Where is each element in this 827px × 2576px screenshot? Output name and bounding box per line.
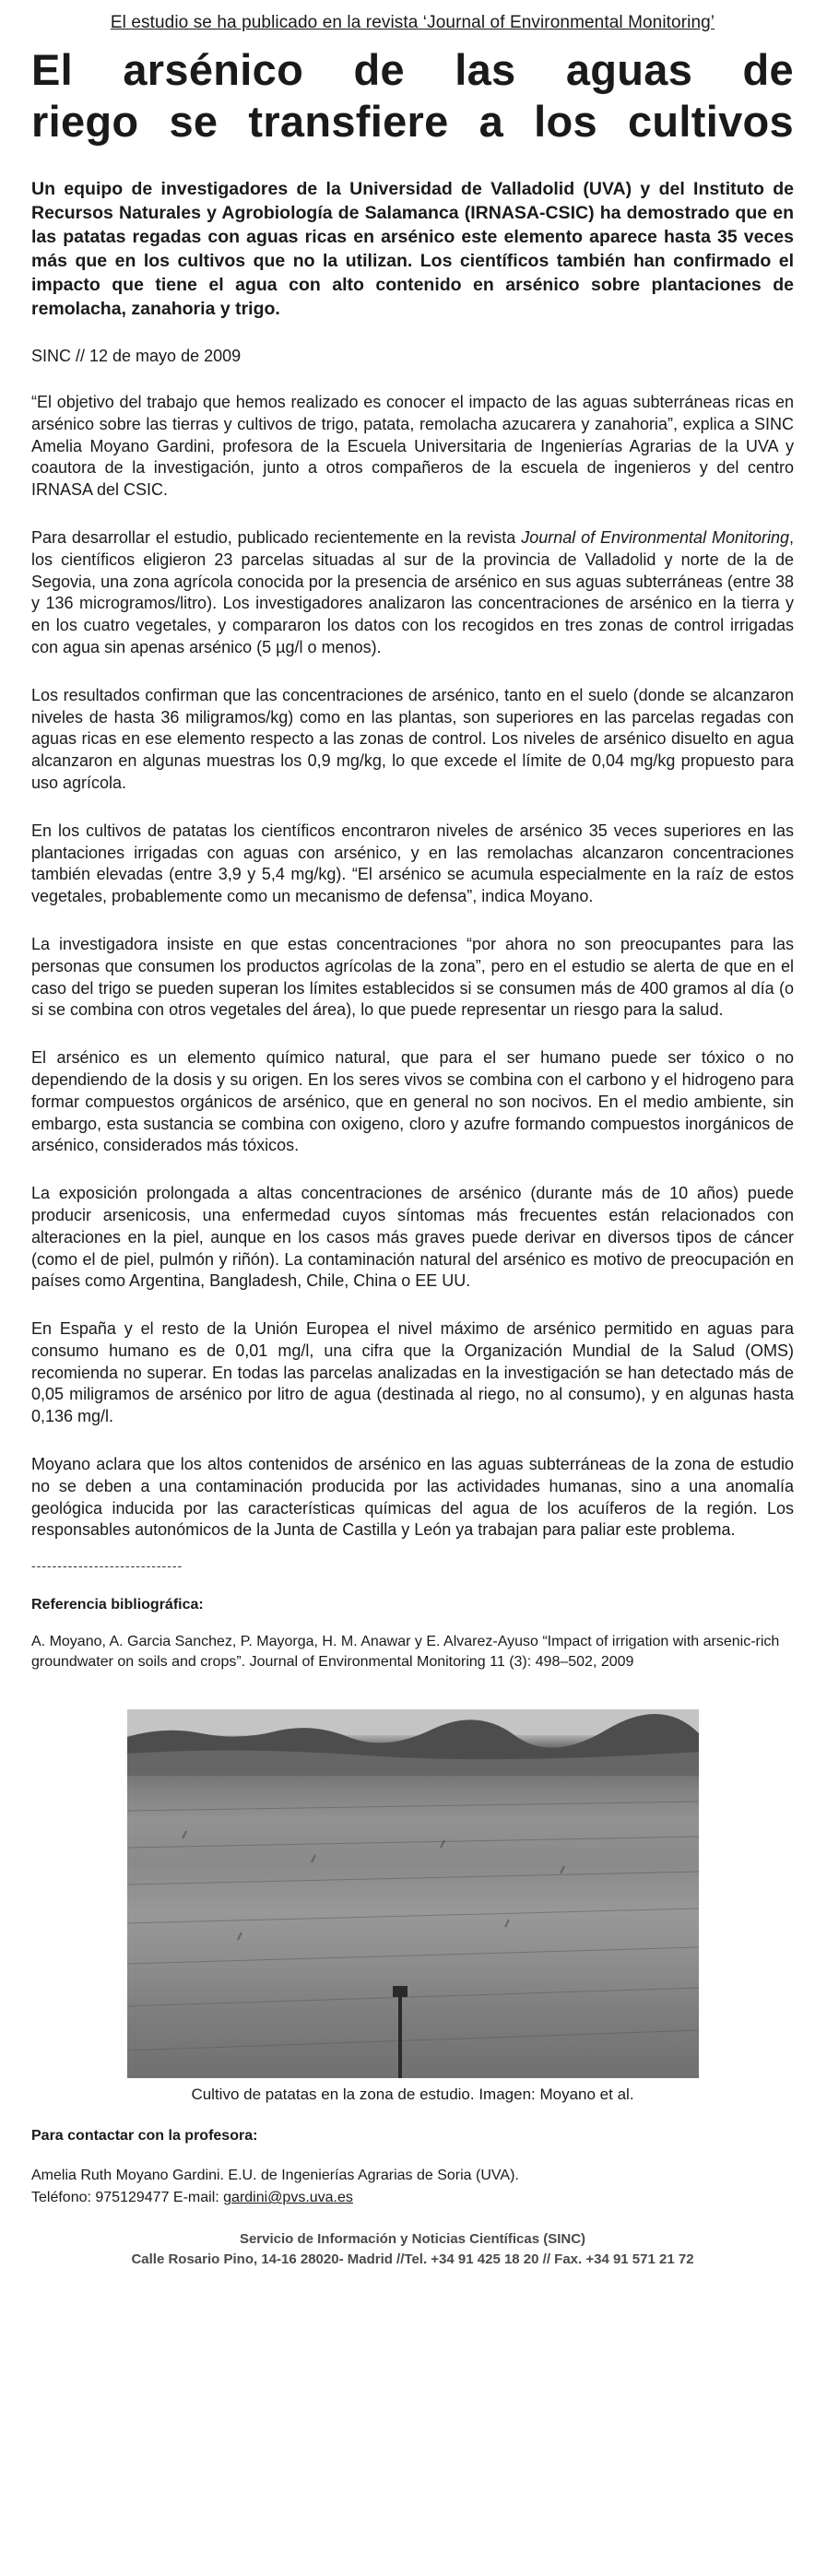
kicker: El estudio se ha publicado en la revista ‘Journal of Environmental Monitoring’ <box>110 13 715 32</box>
paragraph-1: “El objetivo del trabajo que hemos realizado es conocer el impacto de las aguas subterráneas ricas en arsénico sobre las tierras y cultivos de trigo, patata, remolacha azucarera y zanahoria”, explica a SINC Amelia Moyano Gardini, profesora de la Escuela Universitaria de Ingenierías Agrarias de la UVA y coautora de la investigación, junto a otros compañeros de la escuela de ingenieros y del centro IRNASA del CSIC. <box>31 393 794 500</box>
dateline: SINC // 12 de mayo de 2009 <box>31 347 242 365</box>
paragraph-6: El arsénico es un elemento químico natural, que para el ser humano puede ser tóxico o no dependiendo de la dosis y su origen. En los seres vivos se combina con el carbono y el hidrogeno para formar compuestos orgánicos de arsénico, que en general no son nocivos. En el medio ambiente, sin embargo, esta sustancia se combina con oxigeno, cloro y azufre formando compuestos inorgánicos de arsénico, considerados más tóxicos. <box>31 1048 794 1155</box>
paragraph-2-start: Para desarrollar el estudio, publicado recientemente en la revista <box>31 527 522 547</box>
article-page <box>0 13 827 2576</box>
paragraph-3: Los resultados confirman que las concentraciones de arsénico, tanto en el suelo (donde se alcanzaron niveles de hasta 36 miligramos/kg) como en las plantas, son superiores en las parcelas regadas con aguas ricas en ese elemento respecto a las zonas de control. Los niveles de arsénico disuelto en agua alcanzaron en algunas muestras los 0,9 mg/kg, lo que excede el límite de 0,04 mg/kg propuesto para uso agrícola. <box>31 685 794 792</box>
footer-line-2: Calle Rosario Pino, 14-16 28020- Madrid //Tel. +34 91 425 18 20 // Fax. +34 91 571 21 72 <box>131 2251 694 2268</box>
contact-name: Amelia Ruth Moyano Gardini. E.U. de Ingenierías Agrarias de Soria (UVA). <box>31 2168 519 2184</box>
field-photo-image <box>127 1709 699 2078</box>
contact-phone-email <box>31 2187 794 2209</box>
paragraph-4: En los cultivos de patatas los científicos encontraron niveles de arsénico 35 veces superiores en las plantaciones irrigadas con aguas con arsénico, y en las remolachas alcanzaron concentraciones también elevadas (entre 3,9 y 5,4 mg/kg). “El arsénico se acumula especialmente en la raíz de estos vegetales, probablemente como un mecanismo de defensa”, indica Moyano. <box>31 821 794 906</box>
journal-name: Journal of Environmental Monitoring <box>521 527 789 547</box>
reference-text: A. Moyano, A. Garcia Sanchez, P. Mayorga, H. M. Anawar y E. Alvarez-Ayuso “Impact of irrigation with arsenic-rich groundwater on soils and crops”. Journal of Environmental Monitoring 11 (3): 498–502, 2009 <box>31 1634 780 1671</box>
section-divider: ----------------------------- <box>31 1558 183 1574</box>
paragraph-8: En España y el resto de la Unión Europea el nivel máximo de arsénico permitido en aguas para consumo humano es de 0,01 mg/l, una cifra que la Organización Mundial de la Salud (OMS) recomienda no superar. En todas las parcelas analizadas en la investigación se han detectado más de 0,05 miligramos de arsénico por litro de agua (destinada al riego, no al consumo), y en algunas hasta 0,136 mg/l. <box>31 1319 794 1426</box>
lead-paragraph: Un equipo de investigadores de la Universidad de Valladolid (UVA) y del Instituto de Recursos Naturales y Agrobiología de Salamanca (IRNASA-CSIC) ha demostrado que en las patatas regadas con aguas ricas en arsénico este elemento aparece hasta 35 veces más que en los cultivos que no la utilizan. Los científicos también han confirmado el impacto que tiene el agua con alto contenido en arsénico sobre plantaciones de remolacha, zanahoria y trigo. <box>31 179 794 319</box>
contact-email-link[interactable]: gardini@pvs.uva.es <box>223 2190 353 2206</box>
paragraph-9: Moyano aclara que los altos contenidos de arsénico en las aguas subterráneas de la zona de estudio no se deben a una contaminación producida por las actividades humanas, sino a una anomalía geológica inducida por las características químicas del agua de los acuíferos de la región. Los responsables autonómicos de la Junta de Castilla y León ya trabajan para paliar este problema. <box>31 1455 794 1540</box>
headline-line-1: El arsénico de las aguas de <box>31 45 794 94</box>
paragraph-2-end: , los científicos eligieron 23 parcelas situadas al sur de la provincia de Valladolid y norte de la de Segovia, una zona agrícola conocida por la presencia de arsénico en sus aguas subterráneas (entre 38 y 136 microgramos/litro). Los investigadores analizaron las concentraciones de arsénico en la tierra y en los cuatro vegetales, y compararon los datos con los recogidos en tres zonas de control irrigadas con agua sin apenas arsénico (5 µg/l o menos). <box>31 527 795 656</box>
photo-caption: Cultivo de patatas en la zona de estudio. Imagen: Moyano et al. <box>191 2086 634 2104</box>
contact-phone: Teléfono: 975129477 E-mail: <box>31 2190 224 2206</box>
footer <box>26 2229 799 2270</box>
footer-line-1: Servicio de Información y Noticias Científicas (SINC) <box>239 2231 586 2248</box>
paragraph-2 <box>31 527 794 659</box>
headline-line-2: riego se transfiere a los cultivos <box>31 97 794 146</box>
paragraph-7: La exposición prolongada a altas concentraciones de arsénico (durante más de 10 años) puede producir arsenicosis, una enfermedad cuyos síntomas más frecuentes están relacionados con alteraciones en la piel, aunque en los casos más graves puede derivar en diversos tipos de cáncer (como el de piel, pulmón y riñón). La contaminación natural del arsénico es motivo de preocupación en países como Argentina, Bangladesh, Chile, China o EE UU. <box>31 1184 794 1291</box>
paragraph-5: La investigadora insiste en que estas concentraciones “por ahora no son preocupantes para las personas que consumen los productos agrícolas de la zona”, pero en el estudio se alerta de que en el caso del trigo se pueden superan los límites establecidos si se consumen más de 400 gramos al día (o si se combina con otros vegetales del área), lo que puede representar un riesgo para la salud. <box>31 934 794 1020</box>
reference-title: Referencia bibliográfica: <box>31 1597 204 1613</box>
field-photo <box>127 1709 699 2078</box>
contact-title: Para contactar con la profesora: <box>31 2128 258 2145</box>
headline <box>26 44 799 148</box>
